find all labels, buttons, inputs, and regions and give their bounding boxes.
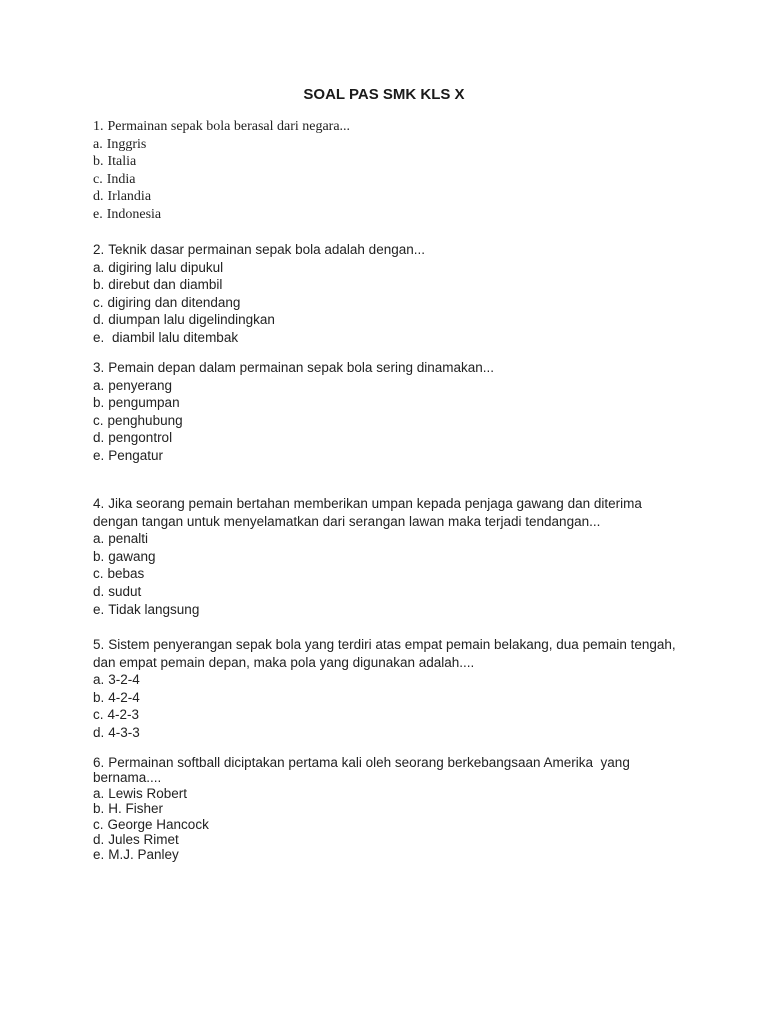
answer-option-a: a. digiring lalu dipukul bbox=[93, 259, 224, 275]
question-number: 1. bbox=[93, 119, 104, 134]
answer-option-d: d. sudut bbox=[93, 583, 142, 599]
question-stem bbox=[93, 118, 683, 136]
question-text: Teknik dasar permainan sepak bola adalah dengan... bbox=[108, 242, 425, 257]
question-text: Permainan softball diciptakan pertama kali oleh seorang berkebangsaan Amerika yang bernama.... bbox=[93, 755, 634, 786]
answer-option-e: e. Tidak langsung bbox=[93, 601, 200, 617]
answer-option-e: e. diambil lalu ditembak bbox=[93, 329, 239, 345]
question-stem bbox=[93, 636, 683, 671]
question-stem bbox=[93, 755, 683, 786]
answer-option-d: d. Irlandia bbox=[93, 189, 152, 205]
answer-option-d: d. 4-3-3 bbox=[93, 724, 140, 740]
question-text: Sistem penyerangan sepak bola yang terdiri atas empat pemain belakang, dua pemain tengah, dan empat pemain depan, maka pola yang digunakan adalah.... bbox=[93, 637, 680, 670]
answer-option-b: b. pengumpan bbox=[93, 395, 180, 411]
answer-option-a: a. penyerang bbox=[93, 377, 173, 393]
question-text: Jika seorang pemain bertahan memberikan umpan kepada penjaga gawang dan diterima dengan tangan untuk menyelamatkan dari serangan lawan maka terjadi tendangan... bbox=[93, 496, 646, 529]
answer-option-a: a. Lewis Robert bbox=[93, 785, 188, 801]
answer-option-a: a. Inggris bbox=[93, 136, 147, 152]
answer-option-c: c. India bbox=[93, 171, 136, 187]
question-stem bbox=[93, 495, 683, 530]
question-1 bbox=[93, 118, 683, 224]
answer-option-a: a. 3-2-4 bbox=[93, 672, 140, 688]
question-number: 2. bbox=[93, 242, 105, 257]
question-2 bbox=[93, 241, 683, 347]
answer-option-e: e. Indonesia bbox=[93, 206, 162, 222]
answer-option-c: c. digiring dan ditendang bbox=[93, 294, 241, 310]
answer-option-b: b. 4-2-4 bbox=[93, 689, 140, 705]
answer-option-d: d. Jules Rimet bbox=[93, 832, 179, 848]
question-6 bbox=[93, 755, 683, 863]
question-number: 5. bbox=[93, 637, 105, 652]
question-number: 6. bbox=[93, 755, 105, 770]
question-text: Pemain depan dalam permainan sepak bola sering dinamakan... bbox=[108, 360, 495, 375]
answer-option-e: e. M.J. Panley bbox=[93, 847, 179, 863]
question-stem bbox=[93, 359, 683, 377]
answer-option-c: c. penghubung bbox=[93, 412, 183, 428]
question-4 bbox=[93, 495, 683, 618]
question-number: 3. bbox=[93, 360, 105, 375]
question-number: 4. bbox=[93, 496, 105, 511]
question-3 bbox=[93, 359, 683, 465]
page-title: SOAL PAS SMK KLS X bbox=[303, 86, 465, 103]
answer-option-b: b. H. Fisher bbox=[93, 801, 164, 817]
answer-option-c: c. 4-2-3 bbox=[93, 707, 140, 723]
answer-option-c: c. bebas bbox=[93, 566, 145, 582]
question-text: Permainan sepak bola berasal dari negara... bbox=[107, 119, 351, 134]
answer-option-d: d. diumpan lalu digelindingkan bbox=[93, 312, 275, 328]
answer-option-d: d. pengontrol bbox=[93, 430, 173, 446]
answer-option-e: e. Pengatur bbox=[93, 447, 164, 463]
answer-option-b: b. gawang bbox=[93, 548, 156, 564]
answer-option-b: b. Italia bbox=[93, 154, 137, 170]
question-stem bbox=[93, 241, 683, 259]
answer-option-b: b. direbut dan diambil bbox=[93, 277, 223, 293]
question-5 bbox=[93, 636, 683, 742]
answer-option-c: c. George Hancock bbox=[93, 816, 209, 832]
answer-option-a: a. penalti bbox=[93, 531, 149, 547]
